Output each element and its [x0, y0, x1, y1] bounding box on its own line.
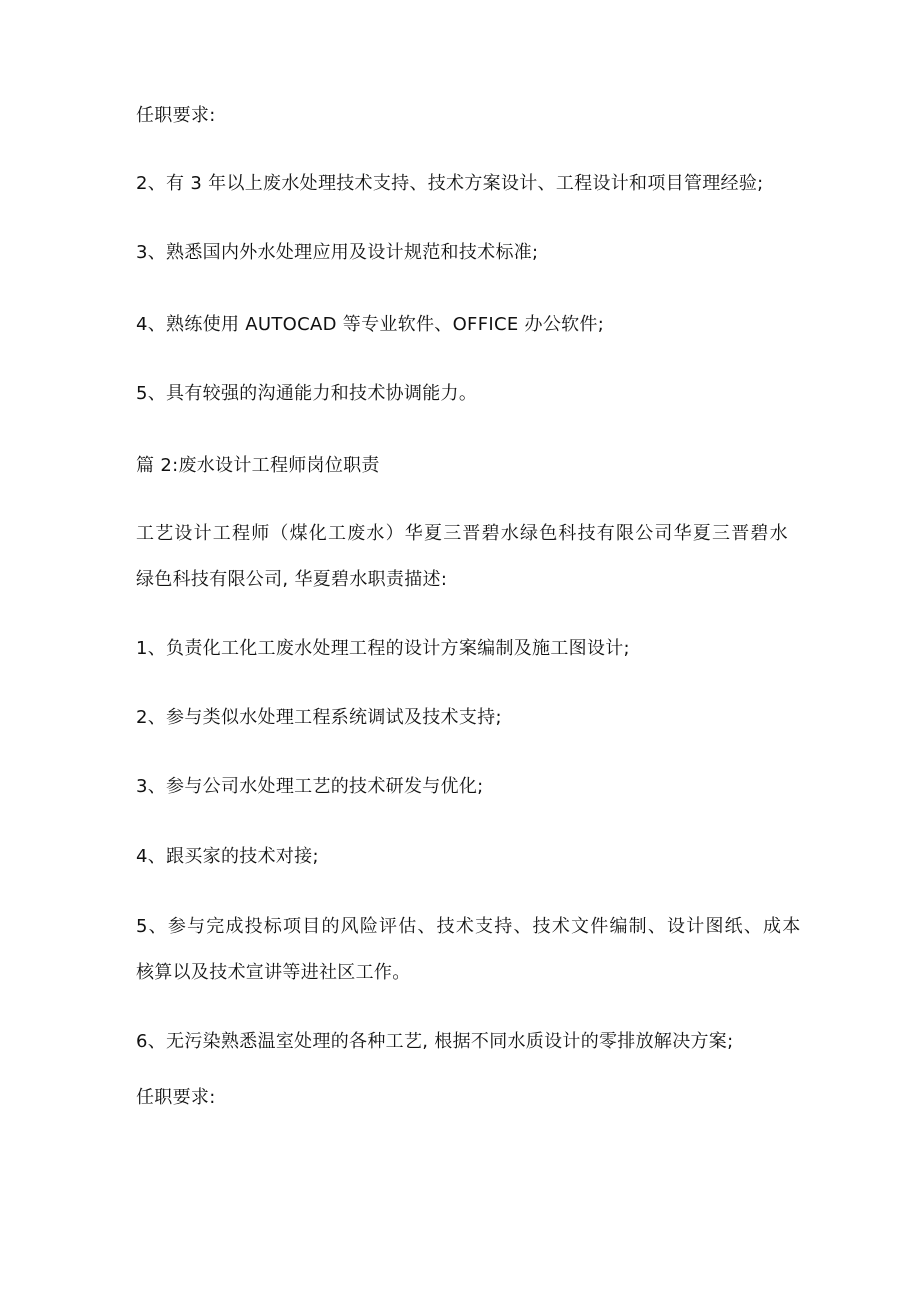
duty-item-1: 1、负责化工化工废水处理工程的设计方案编制及施工图设计;	[136, 638, 630, 659]
duty-item-5-line-2: 核算以及技术宣讲等进社区工作。	[136, 962, 411, 983]
requirement-item-5: 5、具有较强的沟通能力和技术协调能力。	[136, 383, 478, 404]
job-description-intro-line-2: 绿色科技有限公司, 华夏碧水职责描述:	[136, 569, 448, 590]
requirement-item-3: 3、熟悉国内外水处理应用及设计规范和技术标准;	[136, 242, 539, 263]
heading-job-requirements: 任职要求:	[136, 105, 216, 126]
duty-item-6: 6、无污染熟悉温室处理的各种工艺, 根据不同水质设计的零排放解决方案;	[136, 1031, 734, 1052]
requirement-item-4: 4、熟练使用 AUTOCAD 等专业软件、OFFICE 办公软件;	[136, 314, 605, 335]
job-description-intro-line-1: 工艺设计工程师（煤化工废水）华夏三晋碧水绿色科技有限公司华夏三晋碧水	[136, 523, 789, 544]
duty-item-5-line-1: 5、参与完成投标项目的风险评估、技术支持、技术文件编制、设计图纸、成本	[136, 916, 802, 937]
requirement-item-2: 2、有 3 年以上废水处理技术支持、技术方案设计、工程设计和项目管理经验;	[136, 173, 764, 194]
heading-job-requirements-2: 任职要求:	[136, 1087, 216, 1108]
duty-item-4: 4、跟买家的技术对接;	[136, 846, 319, 867]
duty-item-3: 3、参与公司水处理工艺的技术研发与优化;	[136, 776, 484, 797]
section-title: 篇 2:废水设计工程师岗位职责	[136, 455, 380, 476]
duty-item-2: 2、参与类似水处理工程系统调试及技术支持;	[136, 707, 502, 728]
